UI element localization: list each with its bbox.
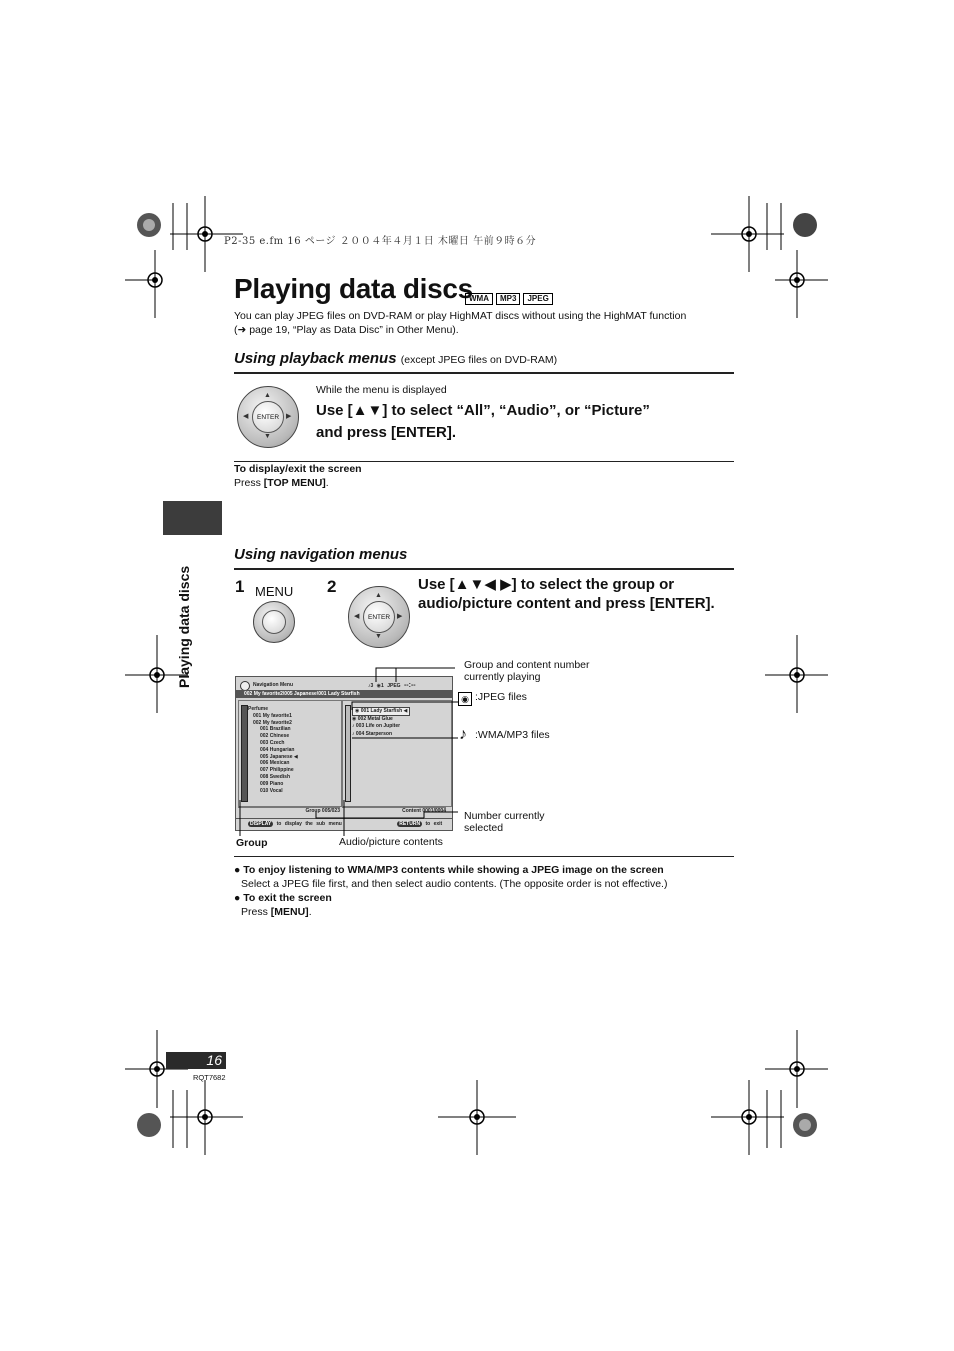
content-item-selected[interactable]: ◉ 001 Lady Starfish ◀ <box>352 707 410 716</box>
list-item-selected[interactable]: 005 Japanese ◀ <box>260 753 298 760</box>
left-arrow-icon: ◀ <box>354 613 360 620</box>
navigation-instruction: Use [▲▼◀ ▶] to select the group or audio/picture content and press [ENTER]. <box>418 576 715 612</box>
note-1-title: ● To enjoy listening to WMA/MP3 contents while showing a JPEG image on the screen <box>234 864 664 876</box>
content-counter: Content 0001/0004 <box>342 807 446 816</box>
document-code: RQT7682 <box>193 1073 226 1082</box>
content-item[interactable]: ◉ 002 Metal Glue <box>352 716 393 723</box>
note-2-title: ● To exit the screen <box>234 892 332 904</box>
callout-currently-selected: Number currently selected <box>464 810 545 834</box>
list-item[interactable]: 002 Chinese <box>260 733 290 740</box>
list-item[interactable]: 006 Mexican <box>260 760 290 767</box>
right-arrow-icon: ▶ <box>397 613 403 620</box>
callout-jpeg-files: :JPEG files <box>475 691 527 703</box>
left-arrow-icon: ◀ <box>243 413 249 420</box>
breadcrumb-path: 002 My favorite2\005 Japanese\001 Lady Starfish <box>236 690 452 698</box>
list-item[interactable]: 008 Swedish <box>260 773 291 780</box>
down-arrow-icon: ▼ <box>375 633 382 640</box>
intro-text: You can play JPEG files on DVD-RAM or play HighMAT discs without using the HighMAT function (➜ page 19, “Play as Data Disc” in Other Menu). <box>234 310 687 336</box>
up-arrow-icon: ▲ <box>264 392 271 399</box>
down-arrow-icon: ▼ <box>264 433 271 440</box>
page-number: 16 <box>166 1052 226 1069</box>
wma-count-icon: ♪ <box>368 683 371 689</box>
condition-text: While the menu is displayed <box>316 384 447 396</box>
return-key[interactable]: RETURN <box>399 821 421 827</box>
jpeg-tag: JPEG <box>523 293 552 305</box>
callout-wma-files: :WMA/MP3 files <box>475 729 550 741</box>
side-chapter-label: Playing data discs <box>176 565 192 688</box>
list-item[interactable]: 004 Hungarian <box>260 746 295 753</box>
enter-label: ENTER <box>363 601 395 633</box>
right-arrow-icon: ▶ <box>286 413 292 420</box>
divider <box>234 856 734 857</box>
section-navigation-heading: Using navigation menus <box>234 546 408 563</box>
group-counter: Group 005/023 <box>238 807 340 816</box>
list-item[interactable]: 009 Piano <box>260 780 284 787</box>
screen-footer: DISPLAY to display the sub menu RETURN to exit <box>236 818 452 830</box>
list-item[interactable]: 001 My favorite1 <box>253 712 292 719</box>
menu-label: MENU <box>255 584 294 599</box>
status-indicators: ♪3 ◉1 JPEG --:-- <box>368 682 416 689</box>
playback-instruction: Use [▲▼] to select “All”, “Audio”, or “Picture” and press [ENTER]. <box>316 402 650 441</box>
callout-group: Group <box>236 837 268 849</box>
up-arrow-icon: ▲ <box>375 592 382 599</box>
jpeg-count-icon: ◉ <box>376 683 382 689</box>
display-exit-tip: To display/exit the screen Press [TOP MENU]. <box>234 463 362 489</box>
page-title: Playing data discs <box>234 273 473 304</box>
step-2-number: 2 <box>327 577 337 596</box>
list-item[interactable]: Perfume <box>248 706 269 712</box>
section-playback-heading: Using playback menus (except JPEG files on DVD-RAM) <box>234 350 558 367</box>
screen-title: Navigation Menu <box>253 682 294 688</box>
music-note-icon: ♪ <box>459 726 467 743</box>
enter-label: ENTER <box>252 401 284 433</box>
list-item[interactable]: 001 Brazilian <box>260 726 291 733</box>
callout-currently-playing: Group and content number currently playing <box>464 659 590 683</box>
list-item[interactable]: 010 Vocal <box>260 787 283 794</box>
jpeg-icon: ◉ <box>458 692 472 706</box>
content-item[interactable]: ♪ 004 Starperson <box>352 730 393 737</box>
list-item[interactable]: 003 Czech <box>260 739 285 746</box>
print-header-line: P2-35 e.fm 16 ページ ２００４年４月１日 木曜日 午前９時６分 <box>224 236 537 247</box>
note-1-text: Select a JPEG file first, and then select audio contents. (The opposite order is not effective.) <box>241 878 668 890</box>
list-item[interactable]: 002 My favorite2 <box>253 719 292 726</box>
callout-audio-picture: Audio/picture contents <box>339 836 443 848</box>
step-1-number: 1 <box>235 577 245 596</box>
content-item[interactable]: ♪ 003 Life on Jupiter <box>352 723 401 730</box>
notes-list <box>234 863 734 919</box>
display-key[interactable]: DISPLAY <box>250 821 272 827</box>
note-2-text: Press [MENU]. <box>241 906 312 918</box>
mp3-tag: MP3 <box>496 293 520 305</box>
list-item[interactable]: 007 Philippine <box>260 767 294 774</box>
wma-tag: WMA <box>465 293 493 305</box>
